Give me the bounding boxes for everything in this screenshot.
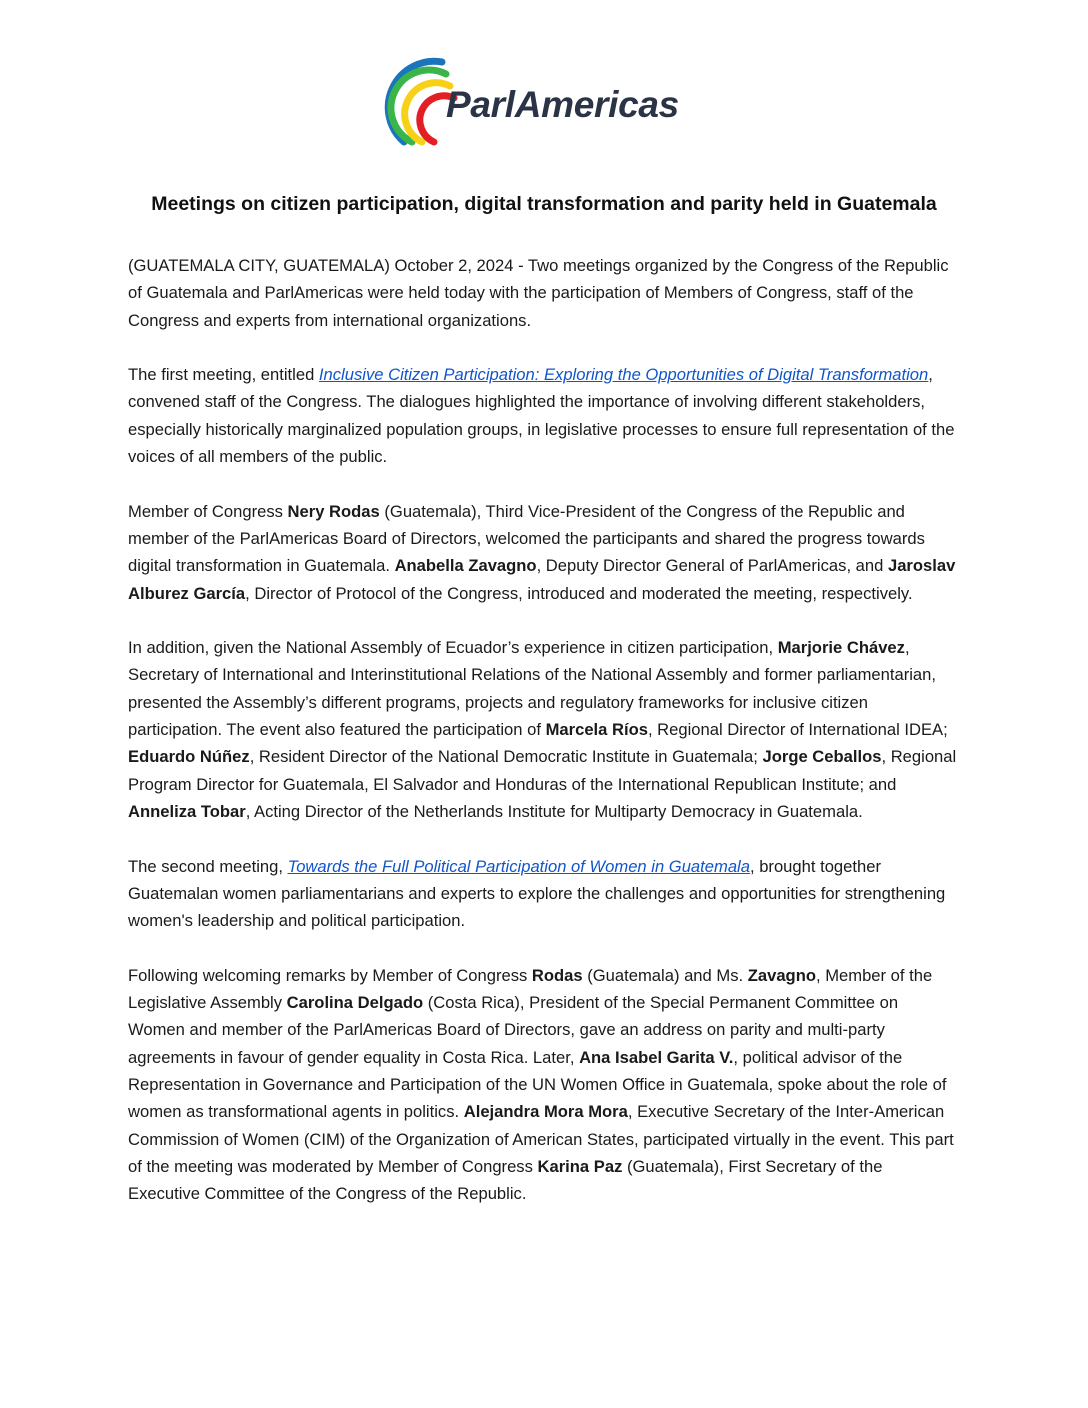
- paragraph-text: , Deputy Director General of ParlAmericas, and: [536, 556, 888, 576]
- person-name: Marjorie Chávez: [777, 638, 905, 658]
- paragraph-text: (Guatemala), First Secretary of the Executive Committee of the Congress of the Republic.: [128, 1156, 883, 1204]
- paragraph-2: [128, 361, 958, 470]
- paragraph-text: , Regional Program Director for Guatemala, El Salvador and Honduras of the International Republican Institute; and: [128, 747, 957, 794]
- paragraph-3: [128, 498, 958, 607]
- paragraph-text: Member of Congress: [128, 501, 288, 521]
- person-name: Jorge Ceballos: [762, 747, 882, 767]
- paragraph-text: , Acting Director of the Netherlands Institute for Multiparty Democracy in Guatemala.: [245, 801, 863, 821]
- person-name: Alejandra Mora Mora: [463, 1102, 628, 1122]
- paragraph-text: (Costa Rica), President of the Special Permanent Committee on Women and member of the ParlAmericas Board of Directors, gave an address on parity and multi-party agreements in favour of gender equality in Costa Rica. Later,: [128, 993, 899, 1067]
- person-name: Zavagno: [747, 965, 816, 985]
- person-name: Ana Isabel Garita V.: [579, 1047, 734, 1067]
- paragraph-text: , brought together Guatemalan women parliamentarians and experts to explore the challenges and opportunities for strengthening women's leadership and political participation.: [128, 856, 946, 931]
- person-name: Karina Paz: [537, 1156, 623, 1176]
- page-title: Meetings on citizen participation, digital transformation and parity held in Guatemala: [151, 193, 937, 215]
- paragraph-text: , Resident Director of the National Democratic Institute in Guatemala;: [249, 747, 763, 767]
- paragraph-text: , convened staff of the Congress. The dialogues highlighted the importance of involving different stakeholders, especially historically marginalized population groups, in legislative processes to ensure full representation of the voices of all members of the public.: [128, 365, 955, 467]
- paragraph-5: [128, 853, 958, 935]
- paragraph-text: Following welcoming remarks by Member of Congress: [128, 965, 532, 985]
- person-name: Carolina Delgado: [286, 993, 424, 1013]
- paragraph-text: (Guatemala), Third Vice-President of the Congress of the Republic and member of the ParlAmericas Board of Directors, welcomed the participants and shared the progress towards digital transformation in Guatemala.: [128, 501, 925, 576]
- person-name: Jaroslav Alburez García: [128, 556, 956, 603]
- event-link[interactable]: Towards the Full Political Participation of Women in Guatemala: [287, 856, 750, 876]
- paragraph-text: , Executive Secretary of the Inter-American Commission of Women (CIM) of the Organization of American States, participated virtually in the event. This part of the meeting was moderated by Member of Congress: [128, 1102, 954, 1176]
- paragraph-text: , political advisor of the Representation in Governance and Participation of the UN Women Office in Guatemala, spoke about the role of women as transformational agents in politics.: [128, 1047, 947, 1122]
- paragraph-text: The first meeting, entitled: [128, 365, 319, 385]
- person-name: Rodas: [531, 965, 583, 985]
- paragraph-text: , Regional Director of International IDEA;: [647, 720, 948, 740]
- person-name: Nery Rodas: [287, 501, 380, 521]
- article-body: [128, 252, 958, 1235]
- paragraph-text: The second meeting,: [128, 856, 288, 876]
- person-name: Eduardo Núñez: [128, 747, 250, 767]
- paragraph-text: (GUATEMALA CITY, GUATEMALA) October 2, 2024 - Two meetings organized by the Congress of the Republic of Guatemala and ParlAmericas were held today with the participation of Members of Congress, staff of the Congress and experts from international organizations.: [128, 256, 949, 330]
- parlamericas-logo: [380, 56, 720, 156]
- paragraph-text: , Director of Protocol of the Congress, introduced and moderated the meeting, respectively.: [245, 583, 913, 603]
- paragraph-text: , Secretary of International and Interinstitutional Relations of the National Assembly and former parliamentarian, presented the Assembly’s different programs, projects and regulatory frameworks for inclusive citizen participation. The event also featured the participation of: [128, 638, 936, 740]
- paragraph-text: (Guatemala) and Ms.: [582, 965, 748, 985]
- paragraph-text: , Member of the Legislative Assembly: [128, 965, 933, 1013]
- paragraph-1: [128, 252, 958, 334]
- logo-text: ParlAmericas: [446, 84, 679, 125]
- person-name: Anneliza Tobar: [128, 801, 246, 821]
- paragraph-text: In addition, given the National Assembly of Ecuador’s experience in citizen participation,: [128, 638, 778, 658]
- person-name: Marcela Ríos: [545, 720, 648, 740]
- person-name: Anabella Zavagno: [394, 556, 537, 576]
- event-link[interactable]: Inclusive Citizen Participation: Exploring the Opportunities of Digital Transformation: [318, 365, 929, 385]
- paragraph-4: [128, 634, 958, 825]
- paragraph-6: [128, 962, 958, 1208]
